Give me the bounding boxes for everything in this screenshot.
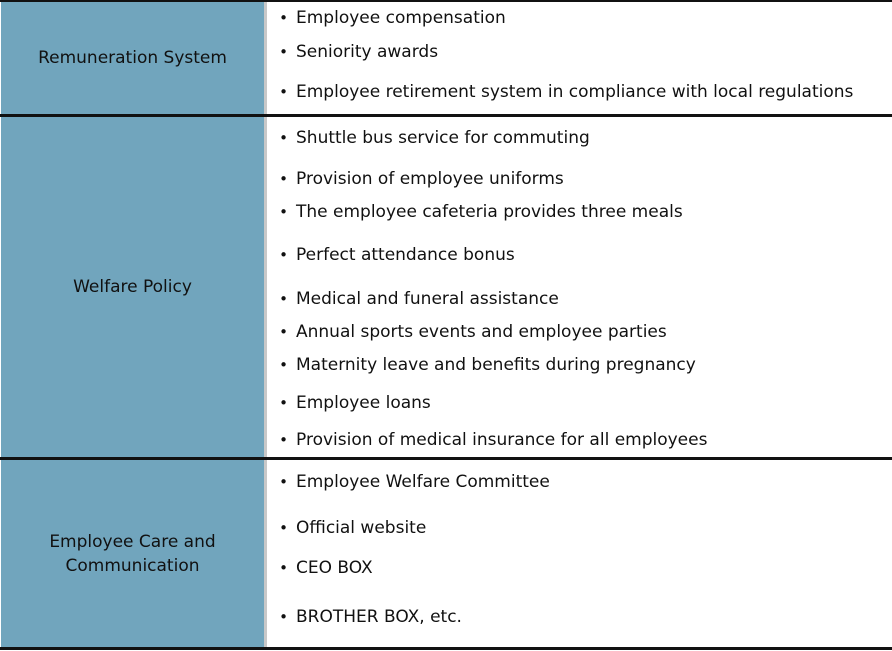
bullet-icon: • xyxy=(279,519,288,537)
list-item: • Perfect attendance bonus xyxy=(271,243,515,267)
items-care-communication xyxy=(271,460,892,647)
bullet-icon: • xyxy=(279,9,288,27)
list-item: • Employee retirement system in compliance with local regulations xyxy=(271,80,853,104)
list-item: • Medical and funeral assistance xyxy=(271,287,559,311)
items-welfare xyxy=(271,117,892,457)
list-item: • Employee compensation xyxy=(271,6,506,30)
bullet-icon: • xyxy=(279,608,288,626)
category-welfare-policy: Welfare Policy xyxy=(1,117,267,457)
bullet-icon: • xyxy=(279,129,288,147)
bullet-icon: • xyxy=(279,203,288,221)
bullet-icon: • xyxy=(279,473,288,491)
category-employee-care-communication: Employee Care and Communication xyxy=(1,460,267,647)
list-item: • Annual sports events and employee parties xyxy=(271,320,667,344)
section-care-communication xyxy=(0,460,892,650)
bullet-icon: • xyxy=(279,290,288,308)
items-remuneration xyxy=(271,2,892,114)
bullet-icon: • xyxy=(279,246,288,264)
list-item: • Provision of medical insurance for all employees xyxy=(271,428,707,452)
list-item: • Shuttle bus service for commuting xyxy=(271,126,590,150)
bullet-icon: • xyxy=(279,431,288,449)
bullet-icon: • xyxy=(279,356,288,374)
bullet-icon: • xyxy=(279,170,288,188)
list-item: • Seniority awards xyxy=(271,40,438,64)
list-item: • Official website xyxy=(271,516,426,540)
list-item: • CEO BOX xyxy=(271,556,373,580)
section-remuneration xyxy=(0,2,892,117)
list-item: • Employee Welfare Committee xyxy=(271,470,550,494)
bullet-icon: • xyxy=(279,43,288,61)
bullet-icon: • xyxy=(279,323,288,341)
list-item: • Maternity leave and benefits during pregnancy xyxy=(271,353,696,377)
bullet-icon: • xyxy=(279,559,288,577)
list-item: • The employee cafeteria provides three meals xyxy=(271,200,683,224)
list-item: • BROTHER BOX, etc. xyxy=(271,605,462,629)
bullet-icon: • xyxy=(279,394,288,412)
bullet-icon: • xyxy=(279,83,288,101)
list-item: • Employee loans xyxy=(271,391,431,415)
list-item: • Provision of employee uniforms xyxy=(271,167,564,191)
category-remuneration-system: Remuneration System xyxy=(1,2,267,114)
section-welfare xyxy=(0,117,892,460)
